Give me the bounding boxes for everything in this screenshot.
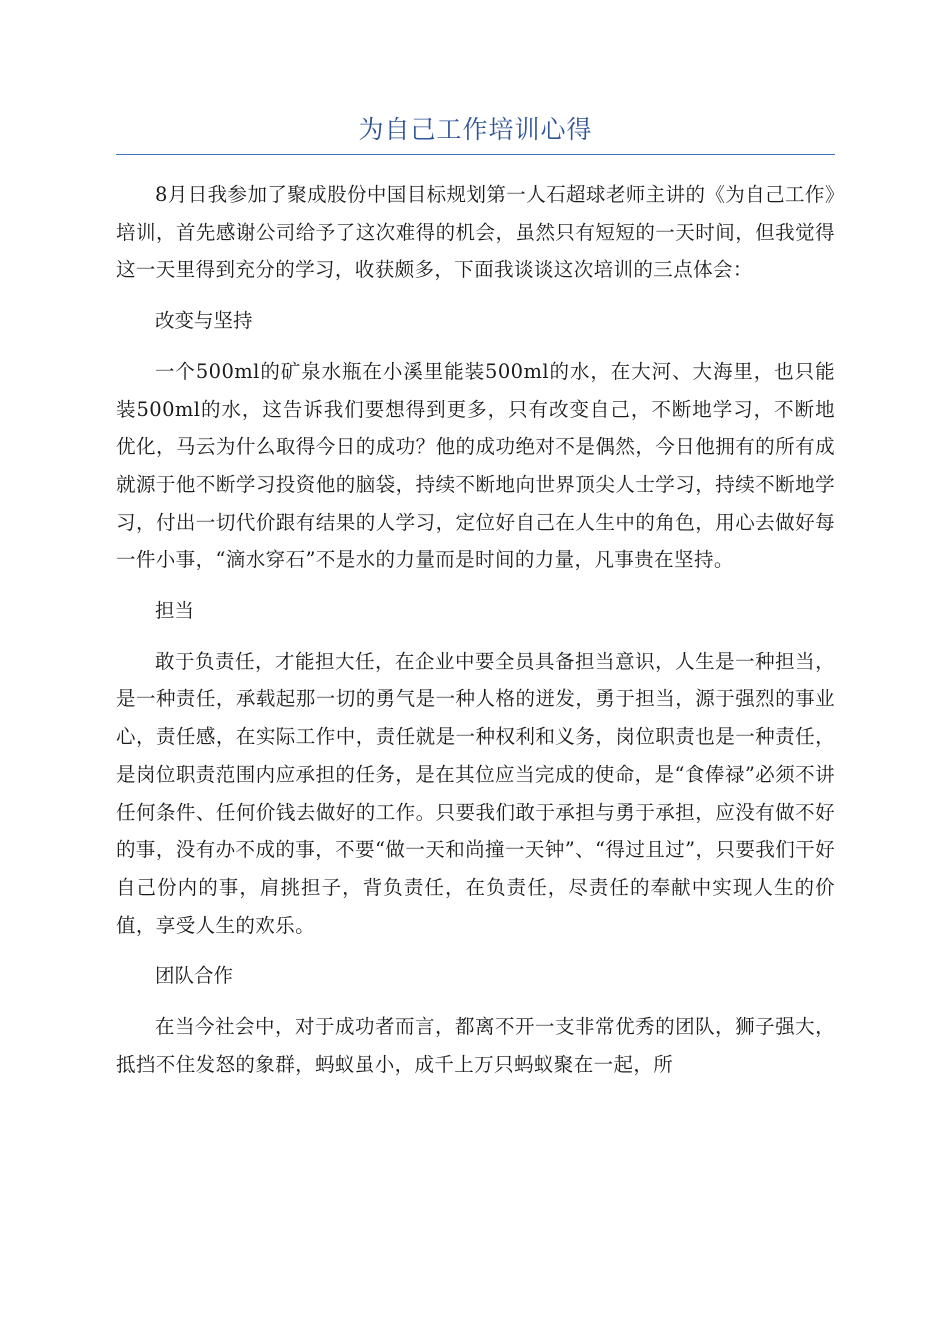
document-title: 为自己工作培训心得	[358, 115, 593, 144]
section-paragraph-change: 一个500ml的矿泉水瓶在小溪里能装500ml的水，在大河、大海里，也只能装500ml的水，这告诉我们要想得到更多，只有改变自己，不断地学习，不断地优化，马云为什么取得今日的成功？他的成功绝对不是偶然，今日他拥有的所有成就源于他不断学习投资他的脑袋，持续不断地向世界顶尖人士学习，持续不断地学习，付出一切代价跟有结果的人学习，定位好自己在人生中的角色，用心去做好每一件小事，“滴水穿石”不是水的力量而是时间的力量，凡事贵在坚持。	[116, 359, 835, 572]
paragraph-gap	[116, 630, 835, 643]
section-paragraph-responsibility: 敢于负责任，才能担大任，在企业中要全员具备担当意识，人生是一种担当，是一种责任，承载起那一切的勇气是一种人格的迸发，勇于担当，源于强烈的事业心，责任感，在实际工作中，责任就是一种权利和义务，岗位职责也是一种责任，是岗位职责范围内应承担的任务，是在其位应当完成的使命，是“食俸禄”必须不讲任何条件、任何价钱去做好的工作。只要我们敢于承担与勇于承担，应没有做不好的事，没有办不成的事，不要“做一天和尚撞一天钟”、“得过且过”，只要我们干好自己份内的事，肩挑担子，背负责任，在负责任，尽责任的奉献中实现人生的价值，享受人生的欢乐。	[116, 649, 835, 937]
title-underline	[116, 154, 835, 155]
paragraph-gap	[116, 579, 835, 592]
section-heading-change: 改变与坚持	[155, 309, 253, 333]
paragraph-gap	[116, 289, 835, 302]
section-heading-teamwork: 团队合作	[155, 964, 234, 988]
document-body	[116, 176, 835, 1083]
paragraph-gap	[116, 340, 835, 353]
section-heading-responsibility: 担当	[155, 599, 195, 623]
paragraph-gap	[116, 995, 835, 1008]
paragraph-gap	[116, 944, 835, 957]
intro-paragraph: 8月日我参加了聚成股份中国目标规划第一人石超球老师主讲的《为自己工作》培训，首先感谢公司给予了这次难得的机会，虽然只有短短的一天时间，但我觉得这一天里得到充分的学习，收获颇多，下面我谈谈这次培训的三点体会：	[116, 183, 835, 282]
section-paragraph-teamwork: 在当今社会中，对于成功者而言，都离不开一支非常优秀的团队，狮子强大，抵挡不住发怒的象群，蚂蚁虽小，成千上万只蚂蚁聚在一起，所	[116, 1015, 835, 1076]
